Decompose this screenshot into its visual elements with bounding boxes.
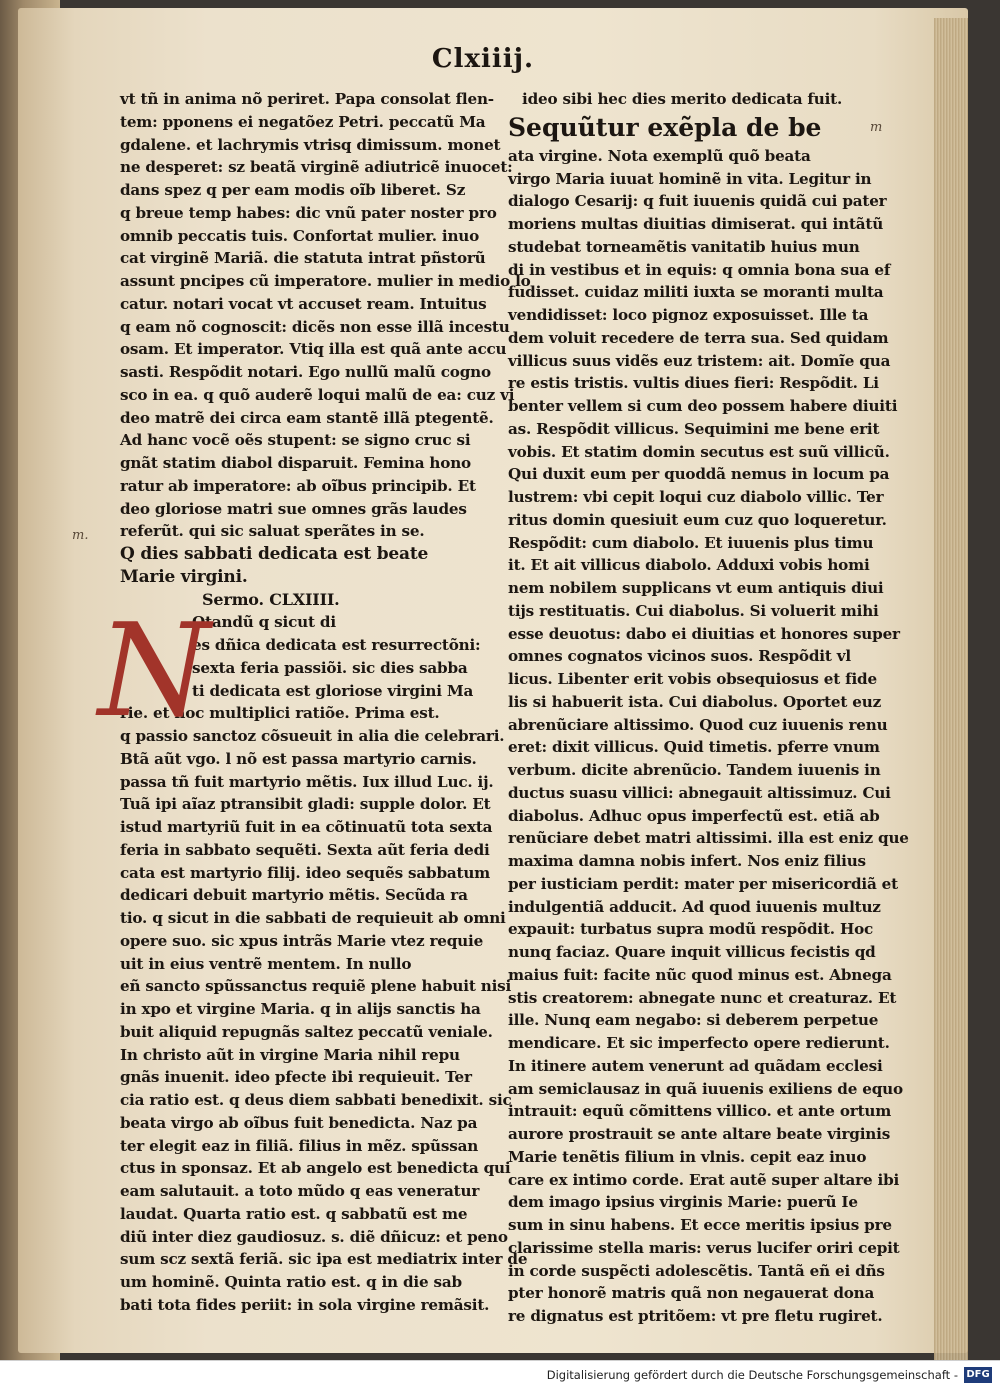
text-line: vobis. Et statim domin secutus est suũ villicũ.: [508, 442, 890, 461]
text-line: re dignatus est ptritõem: vt pre fletu rugiret.: [508, 1307, 883, 1325]
text-line: ille. Nunq eam negabo: si deberem perpetue: [508, 1011, 879, 1030]
text-line: lustrem: vbi cepit loqui cuz diabolo villic. Ter: [508, 488, 884, 506]
margin-note-left: m.: [72, 528, 89, 543]
text-line: ne desperet: sz beatã virginẽ adiutricẽ inuocet:: [120, 158, 513, 177]
page-edges: [934, 18, 968, 1363]
folio-number: Clxiiij.: [431, 44, 535, 74]
text-line: lis si habuerit ista. Cui diabolus. Oportet euz: [508, 692, 882, 711]
text-line: re estis tristis. vultis diues fieri: Respõdit. Li: [508, 374, 879, 393]
text-line: renũciare debet matri altissimi. illa est eniz que: [508, 829, 909, 848]
text-line: gnãt statim diabol disparuit. Femina hono: [120, 454, 471, 472]
text-line: fudisset. cuidaz militi iuxta se moranti multa: [508, 283, 884, 302]
footer-credit: Digitalisierung gefördert durch die Deutsche Forschungsgemeinschaft -: [546, 1368, 958, 1382]
text-line: esse deuotus: dabo ei diuitias et honores super: [508, 624, 900, 643]
text-line: expauit: turbatus supra modũ respõdit. Hoc: [508, 920, 874, 939]
text-line: deo matrẽ dei circa eam stantẽ illã ptegentẽ.: [120, 408, 494, 427]
text-line: nunq faciaz. Quare inquit villicus fecistis qd: [508, 943, 876, 961]
left-column: [98, 88, 531, 1317]
text-line: indulgentiã adducit. Ad quod iuuenis multuz: [508, 897, 881, 916]
text-line: deo gloriose matri sue omnes grãs laudes: [120, 499, 467, 518]
text-line: cia ratio est. q deus diem sabbati benedixit. sic: [120, 1091, 512, 1109]
right-column: [508, 88, 909, 1328]
right-body-paragraph: [508, 145, 909, 1328]
text-line: clarissime stella maris: verus lucifer oriri cepit: [508, 1238, 900, 1257]
text-line: passa tñ fuit martyrio mẽtis. Iux illud Luc. ij.: [120, 772, 494, 791]
text-line: licus. Libenter erit vobis obsequiosus et fide: [508, 670, 877, 688]
text-line: opere suo. sic xpus intrãs Marie vtez requie: [120, 931, 484, 950]
text-line: es dñica dedicata est resurrectõni:: [192, 636, 481, 654]
text-line: per iusticiam perdit: mater per misericordiã et: [508, 874, 898, 893]
text-line: In itinere autem venerunt ad quãdam ecclesi: [508, 1056, 883, 1075]
text-line: Ad hanc vocẽ oẽs stupent: se signo cruc si: [120, 431, 471, 450]
text-line: dans spez q per eam modis oĩb liberet. Sz: [120, 181, 466, 199]
text-line: catur. notari vocat vt accuset ream. Intuitus: [120, 294, 487, 313]
text-line: nem nobilem supplicans vt eum antiquis diui: [508, 579, 884, 597]
text-line: omnes cognatos vicinos suos. Respõdit vl: [508, 647, 851, 666]
text-line: eam salutauit. a toto mũdo q eas veneratur: [120, 1182, 480, 1200]
text-line: am semiclausaz in quã iuuenis exiliens de equo: [508, 1079, 903, 1098]
footer-bar: [0, 1360, 1000, 1390]
text-line: aurore prostrauit se ante altare beate virginis: [508, 1125, 891, 1143]
text-line: maius fuit: facite nũc quod minus est. Abnega: [508, 965, 892, 984]
text-line: referũt. qui sic saluat sperãtes in se.: [120, 522, 425, 541]
exempla-heading: Sequũtur exẽpla de be: [508, 112, 822, 142]
text-line: diũ inter diez gaudiosuz. s. diẽ dñicuz: et peno: [120, 1227, 508, 1246]
text-line: dedicari debuit martyrio mẽtis. Secũda ra: [120, 886, 468, 905]
drop-cap-initial: N: [98, 597, 210, 747]
text-line: vt tñ in anima nõ periret. Papa consolat flen-: [120, 90, 494, 108]
text-line: laudat. Quarta ratio est. q sabbatũ est me: [120, 1204, 468, 1223]
text-line: studebat torneamẽtis vanitatib huius mun: [508, 237, 860, 256]
text-line: in corde suspẽcti adolescẽtis. Tantã eñ ei dñs: [508, 1261, 885, 1280]
text-line: sco in ea. q quõ auderẽ loqui malũ de ea: cuz vi: [120, 385, 515, 404]
text-line: virgo Maria iuuat hominẽ in vita. Legitur in: [508, 169, 872, 188]
text-line: sum in sinu habens. Et ecce meritis ipsius pre: [508, 1216, 892, 1234]
text-line: gdalene. et lachrymis vtrisq dimissum. monet: [120, 135, 501, 154]
text-line: vendidisset: loco pignoz exposuisset. Ille ta: [508, 306, 869, 324]
text-line: rie. et hoc multiplici ratiõe. Prima est.: [120, 704, 440, 723]
text-line: eret: dixit villicus. Quid timetis. pferre vnum: [508, 738, 880, 757]
text-line: q passio sanctoz cõsueuit in alia die celebrari.: [120, 727, 505, 745]
text-line: Qui duxit eum per quoddã nemus in locum pa: [508, 465, 890, 484]
text-line: sexta feria passiõi. sic dies sabba: [192, 658, 468, 677]
text-line: intrauit: equũ cõmittens villico. et ante ortum: [508, 1102, 892, 1121]
text-line: tem: pponens ei negatõez Petri. peccatũ Ma: [120, 112, 486, 131]
left-closing-paragraph: [120, 702, 528, 1316]
text-line: bati tota fides periit: in sola virgine remãsit.: [120, 1295, 490, 1314]
text-line: ratur ab imperatore: ab oĩbus principib. Et: [120, 476, 476, 495]
text-line: stis creatorem: abnegate nunc et creaturaz. Et: [508, 988, 897, 1007]
margin-note-right: m: [870, 120, 883, 135]
text-line: tio. q sicut in die sabbati de requieuit ab omni: [120, 909, 506, 927]
text-line: dem voluit recedere de terra sua. Sed quidam: [508, 328, 889, 347]
text-line: verbum. dicite abrenũcio. Tandem iuuenis in: [508, 761, 881, 779]
text-line: Otandũ q sicut di: [192, 613, 336, 632]
text-line: mendicare. Et sic imperfecto opere redierunt.: [508, 1034, 890, 1052]
right-first-line: ideo sibi hec dies merito dedicata fuit.: [522, 90, 843, 108]
text-line: omnib peccatis tuis. Confortat mulier. inuo: [120, 226, 480, 245]
text-line: Marie tenẽtis filium in vlnis. cepit eaz inuo: [508, 1147, 867, 1166]
text-line: dem imago ipsius virginis Marie: puerũ Ie: [508, 1193, 858, 1212]
text-line: benter vellem si cum deo possem habere diuiti: [508, 397, 898, 415]
text-line: di in vestibus et in equis: q omnia bona sua ef: [508, 260, 891, 279]
text-line: ductus suasu villici: abnegauit altissimuz. Cui: [508, 783, 891, 802]
text-line: beata virgo ab oĩbus fuit benedicta. Naz pa: [120, 1113, 478, 1132]
text-line: osam. Et imperator. Vtiq illa est quã ante accu: [120, 340, 507, 359]
text-line: Tuã ipi aĩaz ptransibit gladi: supple dolor. Et: [120, 795, 491, 814]
left-opening-paragraph: [120, 88, 531, 543]
sermon-heading-line2: Marie virgini.: [120, 566, 248, 587]
text-line: villicus suus vidẽs euz tristem: ait. Domĩe qua: [508, 351, 891, 370]
text-line: it. Et ait villicus diabolo. Adduxi vobis homi: [508, 556, 870, 575]
text-line: moriens multas diuitias dimiserat. qui intãtũ: [508, 215, 884, 233]
text-line: ctus in sponsaz. Et ab angelo est benedicta qui: [120, 1159, 511, 1178]
text-line: sum scz sextã feriã. sic ipa est mediatrix inter de: [120, 1250, 528, 1269]
text-line: pter honorẽ matris quã non negauerat dona: [508, 1284, 875, 1303]
text-line: diabolus. Adhuc opus imperfectũ est. etiã ab: [508, 806, 880, 825]
text-line: q eam nõ cognoscit: dicẽs non esse illã incestu: [120, 317, 510, 336]
text-line: uit in eius ventrẽ mentem. In nullo: [120, 954, 412, 973]
sermon-heading-line1: Q dies sabbati dedicata est beate: [120, 544, 429, 564]
dfg-logo: DFG: [964, 1367, 992, 1383]
text-line: in xpo et virgine Maria. q in alijs sanctis ha: [120, 1000, 481, 1018]
text-line: cat virginẽ Mariã. die statuta intrat pñstorũ: [120, 249, 486, 268]
text-line: cata est martyrio filij. ideo sequẽs sabbatum: [120, 863, 491, 882]
text-line: as. Respõdit villicus. Sequimini me bene erit: [508, 419, 880, 438]
text-line: ritus domin quesiuit eum cuz quo loqueretur.: [508, 510, 887, 529]
text-line: sasti. Respõdit notari. Ego nullũ malũ cogno: [120, 363, 491, 381]
text-line: Respõdit: cum diabolo. Et iuuenis plus timu: [508, 533, 874, 552]
text-line: q breue temp habes: dic vnũ pater noster pro: [120, 203, 497, 222]
text-line: ata virgine. Nota exemplũ quõ beata: [508, 146, 811, 165]
text-line: care ex intimo corde. Erat autẽ super altare ibi: [508, 1170, 900, 1189]
text-line: dialogo Cesarij: q fuit iuuenis quidã cui pater: [508, 192, 887, 211]
text-line: eñ sancto spũssanctus requiẽ plene habuit nisi: [120, 977, 512, 996]
text-line: ti dedicata est gloriose virgini Ma: [192, 681, 474, 700]
text-line: buit aliquid repugnãs saltez peccatũ veniale.: [120, 1022, 493, 1041]
text-line: feria in sabbato sequẽti. Sexta aũt feria dedi: [120, 840, 490, 859]
text-line: maxima damna nobis infert. Nos eniz filius: [508, 852, 866, 870]
text-line: um hominẽ. Quinta ratio est. q in die sab: [120, 1273, 462, 1291]
text-line: assunt pncipes cũ imperatore. mulier in medio lo: [120, 272, 531, 290]
sermo-label: Sermo. CLXIIII.: [202, 589, 340, 609]
text-line: abrenũciare altissimo. Quod cuz iuuenis renu: [508, 715, 888, 734]
text-line: istud martyriũ fuit in ea cõtinuatũ tota sexta: [120, 818, 493, 836]
text-line: gnãs inuenit. ideo pfecte ibi requieuit. Ter: [120, 1068, 472, 1087]
text-line: Btã aũt vgo. l nõ est passa martyrio carnis.: [120, 749, 477, 768]
text-line: tijs restituatis. Cui diabolus. Si voluerit mihi: [508, 601, 879, 620]
text-line: In christo aũt in virgine Maria nihil repu: [120, 1045, 460, 1064]
text-line: ter elegit eaz in filiã. filius in mẽz. spũssan: [120, 1136, 479, 1155]
